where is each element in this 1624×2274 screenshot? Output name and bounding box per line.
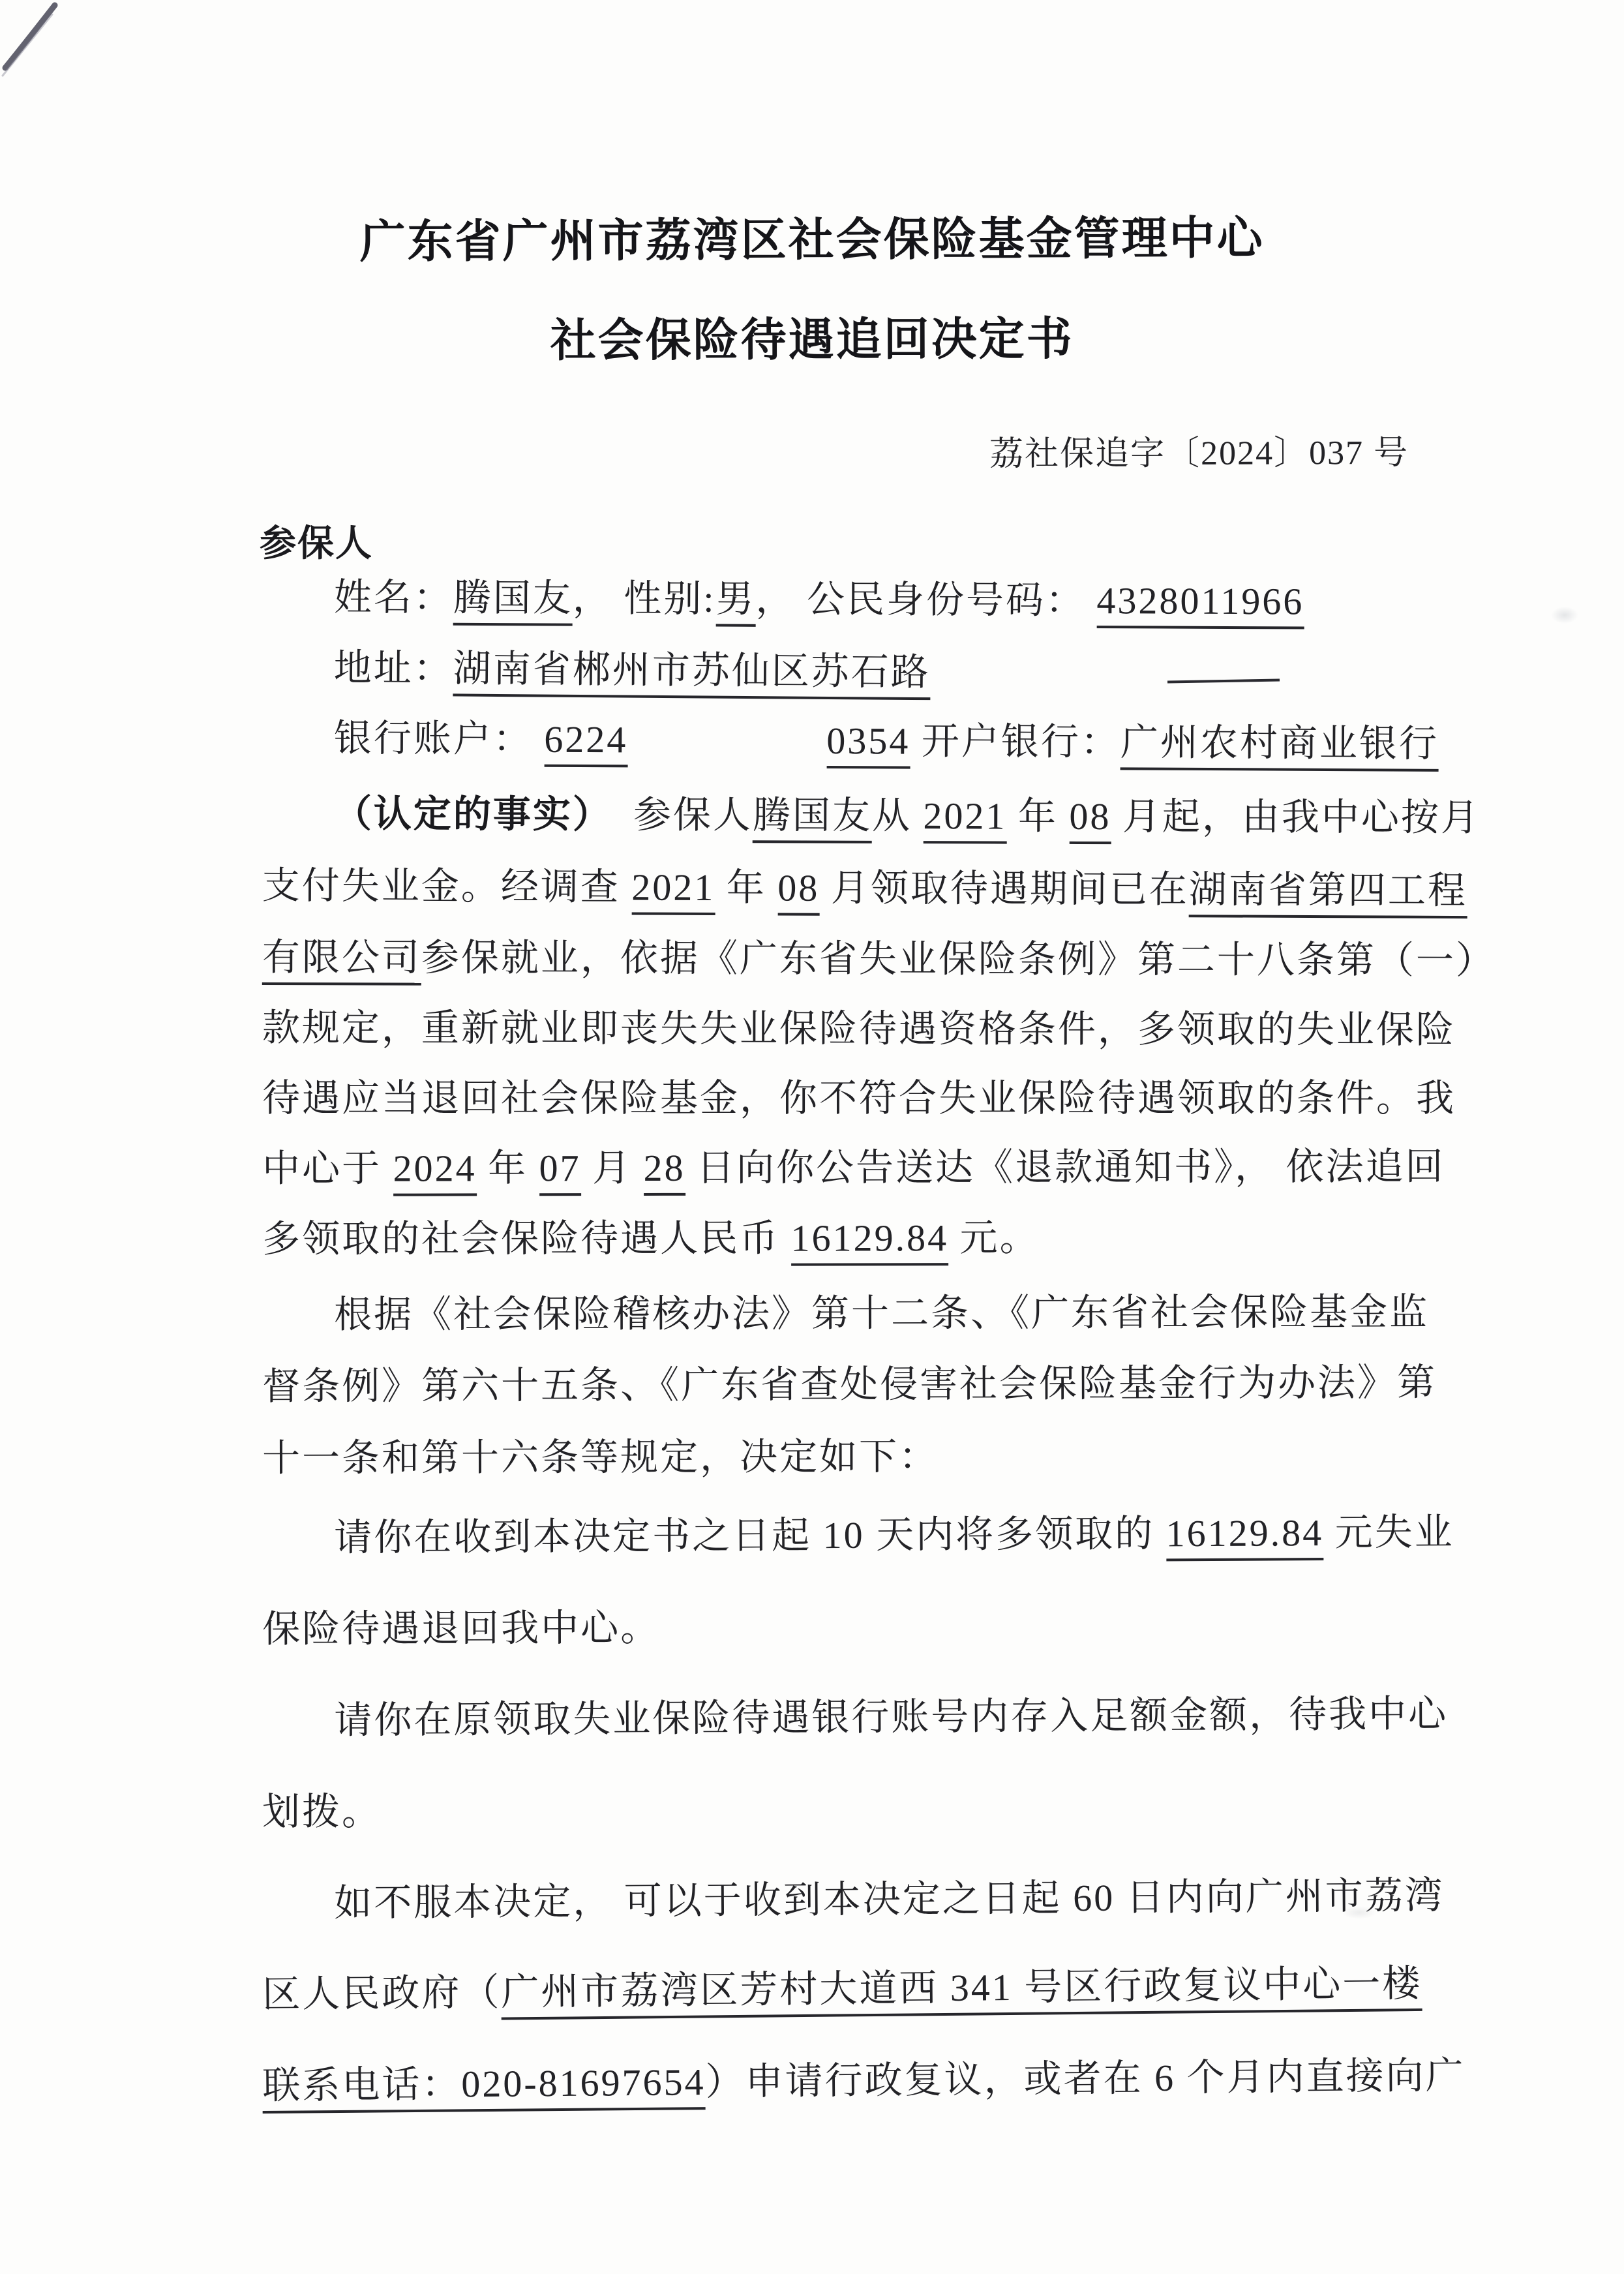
underlined-text: 腾国友 <box>453 577 573 626</box>
underlined-text: 08 <box>777 866 819 915</box>
body-line-facts-1 <box>334 791 1481 842</box>
underlined-text: 联系电话：020-81697654 <box>262 2061 706 2114</box>
underlined-text: 08 <box>1069 795 1111 844</box>
text-segment: 从 <box>871 794 924 838</box>
text-segment: 十一条和第十六条等规定，决定如下： <box>262 1435 939 1479</box>
text-segment: 地址： <box>333 646 453 690</box>
blank-underline <box>1167 678 1280 683</box>
underlined-text: 广州农村商业银行 <box>1120 721 1439 772</box>
underlined-text: 0354 <box>826 720 910 769</box>
body-line-deposit-2 <box>262 1789 382 1836</box>
underlined-text: 28 <box>644 1147 685 1196</box>
text-segment: 参保人 <box>593 793 753 837</box>
underlined-text: 16129.84 <box>1166 1511 1324 1561</box>
scan-artifact-smudge <box>1551 607 1578 624</box>
text-segment: 开户银行： <box>910 720 1121 764</box>
text-segment: 如不服本决定， 可以于收到本决定之日起 60 日内向广州市荔湾 <box>334 1874 1445 1924</box>
text-segment: 日向你公告送达《退款通知书》， 依法追回 <box>685 1145 1445 1189</box>
text-segment: 姓名： <box>333 576 454 619</box>
underlined-text: 湖南省郴州市苏仙区苏石路 <box>453 647 931 700</box>
body-line-facts-2 <box>262 862 1467 915</box>
text-segment <box>627 718 826 762</box>
text-segment: 年 <box>715 866 778 909</box>
underlined-text: 有限公司 <box>262 936 421 986</box>
text-segment: 元失业 <box>1323 1511 1454 1554</box>
scan-artifact-corner-streak <box>0 0 91 91</box>
text-segment: 请你在原领取失业保险待遇银行账号内存入足额金额，待我中心 <box>334 1692 1449 1742</box>
scan-artifact-smudge <box>1342 1906 1376 1919</box>
text-segment: 参保就业，依据《广东省失业保险条例》第二十八条第（一） <box>421 936 1496 982</box>
body-line-appeal-1 <box>334 1872 1445 1927</box>
text-segment: 银行账户： <box>333 717 545 761</box>
text-segment: 年 <box>476 1147 539 1190</box>
text-segment: 区人民政府（ <box>262 1971 502 2016</box>
body-line-basis-1 <box>334 1289 1429 1339</box>
body-line-basis-3 <box>262 1433 939 1482</box>
text-segment: 中心于 <box>262 1147 393 1190</box>
underlined-text: 16129.84 <box>791 1217 949 1266</box>
text-segment: 待遇应当退回社会保险基金，你不符合失业保险待遇领取的条件。我 <box>262 1077 1456 1119</box>
text-segment: 多领取的社会保险待遇人民币 <box>262 1217 791 1260</box>
text-segment: 元。 <box>948 1216 1040 1260</box>
underlined-text: 07 <box>539 1147 581 1196</box>
body-line-facts-5 <box>262 1075 1456 1123</box>
underlined-text: 2024 <box>393 1147 477 1196</box>
text-segment: 月领取待遇期间已在 <box>819 866 1190 911</box>
bold-text: （认定的事实） <box>333 793 594 836</box>
document-title-line1: 广东省广州市荔湾区社会保险基金管理中心 <box>359 212 1265 267</box>
body-line-deposit-1 <box>334 1691 1448 1745</box>
underlined-text: 湖南省第四工程 <box>1189 868 1467 918</box>
text-segment: 划拨。 <box>262 1791 382 1833</box>
text-segment: 保险待遇退回我中心。 <box>262 1606 661 1650</box>
text-segment: 请你在收到本决定书之日起 10 天内将多领取的 <box>334 1512 1166 1559</box>
text-segment: ， 公民身份号码： <box>755 577 1097 622</box>
insured-bank-row <box>334 715 1439 768</box>
text-segment: ）申请行政复议，或者在 6 个月内直接向广 <box>705 2054 1466 2104</box>
document-title-line2: 社会保险待遇追回决定书 <box>550 313 1074 367</box>
insured-address-row <box>333 644 931 697</box>
body-line-facts-7 <box>262 1215 1040 1264</box>
body-line-decision-1 <box>334 1509 1454 1562</box>
underlined-text: 男 <box>715 578 755 627</box>
underlined-text: 2021 <box>923 795 1006 843</box>
body-line-decision-2 <box>262 1605 660 1654</box>
body-line-appeal-2 <box>262 1960 1422 2019</box>
document-number: 荔社保追字〔2024〕037 号 <box>989 434 1409 474</box>
insured-name-row <box>334 574 1304 626</box>
body-line-facts-6 <box>262 1144 1445 1193</box>
text-segment: 督条例》第六十五条、《广东省查处侵害社会保险基金行为办法》第 <box>262 1361 1437 1408</box>
underlined-text: 6224 <box>544 718 627 768</box>
underlined-text: 腾国友 <box>753 794 872 843</box>
text-segment: 月 <box>580 1146 644 1190</box>
underlined-text: 2021 <box>631 866 715 915</box>
underlined-text: 广州市荔湾区芳村大道西 341 号区行政复议中心一楼 <box>501 1962 1422 2020</box>
text-segment: 款规定，重新就业即丧失失业保险待遇资格条件，多领取的失业保险 <box>262 1007 1456 1052</box>
body-line-appeal-3 <box>262 2052 1466 2110</box>
body-line-facts-3 <box>262 934 1496 984</box>
text-segment: 年 <box>1006 795 1070 838</box>
text-segment: 根据《社会保险稽核办法》第十二条、《广东省社会保险基金监 <box>334 1290 1430 1336</box>
text-segment: 支付失业金。经调查 <box>262 864 632 909</box>
underlined-text: 4328011966 <box>1096 579 1304 629</box>
body-line-basis-2 <box>262 1359 1437 1411</box>
text-segment: 月起，由我中心按月 <box>1111 795 1481 840</box>
text-segment: ， 性别: <box>572 577 716 620</box>
body-line-facts-4 <box>262 1005 1456 1054</box>
insured-section-label: 参保人 <box>260 523 373 564</box>
